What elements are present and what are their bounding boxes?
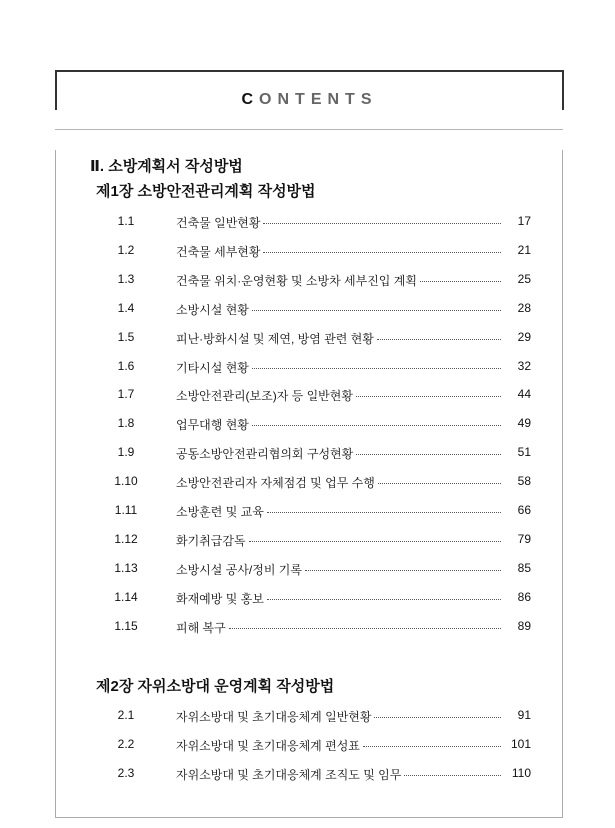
dot-leader (420, 281, 501, 282)
entry-number: 1.13 (114, 560, 138, 575)
entry-page: 28 (517, 300, 531, 315)
toc-entry[interactable] (56, 590, 562, 610)
toc-entry[interactable] (56, 445, 562, 465)
entry-page: 21 (517, 242, 531, 257)
entry-page: 86 (517, 589, 531, 604)
dot-leader (252, 368, 501, 369)
entry-number: 1.6 (117, 358, 135, 373)
entry-title-wrap (176, 243, 501, 260)
toc-entry[interactable] (56, 330, 562, 350)
entry-title: 화기취급감독 (176, 533, 246, 548)
entry-title-wrap (176, 272, 501, 289)
dot-leader (267, 599, 501, 600)
dot-leader (252, 310, 501, 311)
entry-title-wrap (176, 301, 501, 318)
toc-entry[interactable] (56, 561, 562, 581)
dot-leader (263, 252, 501, 253)
entry-title: 소방안전관리자 자체점검 및 업무 수행 (176, 476, 375, 491)
entry-page: 101 (510, 736, 531, 751)
entry-number: 1.4 (117, 300, 135, 315)
entry-number: 1.8 (117, 416, 135, 431)
entry-title-wrap (176, 619, 501, 636)
chapter-title: 제1장 소방안전관리계획 작성방법 (96, 183, 316, 200)
entry-page: 89 (517, 618, 531, 633)
entry-page: 66 (517, 503, 531, 517)
dot-leader (356, 396, 501, 397)
entry-page: 25 (517, 271, 531, 286)
entry-number: 1.9 (117, 445, 135, 460)
entry-title-wrap (176, 737, 501, 754)
toc-box (55, 150, 563, 818)
entry-title: 기타시설 현황 (176, 360, 249, 375)
toc-entry[interactable] (56, 387, 562, 407)
entry-title: 공동소방안전관리협의회 구성현황 (176, 447, 354, 462)
entry-title-wrap (176, 503, 501, 520)
entry-title: 소방안전관리(보조)자 등 일반현황 (176, 389, 353, 404)
entry-title-wrap (176, 330, 501, 347)
contents-title: CONTENTS (241, 91, 378, 108)
entry-title: 업무대행 현황 (176, 418, 249, 433)
entry-number: 1.3 (117, 271, 135, 286)
entry-number: 1.15 (114, 618, 138, 633)
dot-leader (378, 483, 501, 484)
divider (55, 129, 563, 130)
entry-number: 1.1 (117, 214, 135, 228)
dot-leader (229, 628, 501, 629)
toc-entry[interactable] (56, 737, 562, 757)
entry-page: 79 (517, 531, 531, 546)
entry-number: 1.14 (114, 589, 138, 604)
entry-title-wrap (176, 708, 501, 725)
entry-number: 1.5 (117, 329, 135, 344)
entry-title-wrap (176, 416, 501, 433)
entry-title: 소방시설 현황 (176, 302, 249, 317)
toc-entry[interactable] (56, 766, 562, 786)
dot-leader (263, 223, 501, 224)
entry-page: 49 (517, 416, 531, 431)
part-title: Ⅱ. 소방계획서 작성방법 (90, 158, 243, 175)
entry-page: 110 (511, 765, 531, 780)
toc-entry[interactable] (56, 619, 562, 639)
toc-entry[interactable] (56, 708, 562, 728)
toc-entry[interactable] (56, 272, 562, 292)
entry-title-wrap (176, 561, 501, 578)
toc-entry[interactable] (56, 214, 562, 234)
dot-leader (377, 339, 501, 340)
entry-number: 2.2 (117, 736, 135, 751)
entry-page: 91 (517, 708, 531, 722)
entry-title: 자위소방대 및 초기대응체계 일반현황 (176, 710, 372, 724)
entry-title-wrap (176, 766, 501, 783)
entry-title: 화재예방 및 홍보 (176, 591, 264, 606)
toc-entry[interactable] (56, 532, 562, 552)
dot-leader (252, 425, 501, 426)
entry-title: 건축물 세부현황 (176, 244, 261, 259)
entry-title-wrap (176, 359, 501, 376)
entry-page: 58 (517, 474, 531, 489)
entry-number: 1.10 (114, 474, 138, 489)
entry-title-wrap (176, 445, 501, 462)
entry-number: 1.2 (117, 242, 135, 257)
dot-leader (267, 512, 501, 513)
entry-title: 소방훈련 및 교육 (176, 505, 264, 519)
toc-entry[interactable] (56, 243, 562, 263)
toc-entry[interactable] (56, 301, 562, 321)
entry-title-wrap (176, 474, 501, 491)
entry-number: 1.12 (114, 531, 138, 546)
dot-leader (404, 775, 501, 776)
entry-title-wrap (176, 532, 501, 549)
entry-title: 자위소방대 및 초기대응체계 편성표 (176, 738, 360, 753)
entry-number: 1.7 (117, 387, 135, 402)
entry-title-wrap (176, 387, 501, 404)
dot-leader (305, 570, 501, 571)
entry-title: 피해 복구 (176, 620, 226, 635)
contents-header-box (55, 70, 564, 110)
dot-leader (363, 746, 501, 747)
entry-title: 건축물 일반현황 (176, 216, 261, 230)
entry-title: 건축물 위치·운영현황 및 소방차 세부진입 계획 (176, 273, 417, 288)
entry-number: 2.1 (117, 708, 135, 722)
toc-entry[interactable] (56, 359, 562, 379)
entry-page: 51 (517, 445, 531, 460)
dot-leader (356, 454, 501, 455)
entry-number: 2.3 (117, 765, 135, 780)
toc-entry[interactable] (56, 416, 562, 436)
entry-page: 17 (517, 214, 531, 228)
dot-leader (249, 541, 501, 542)
dot-leader (374, 717, 501, 718)
chapter-title: 제2장 자위소방대 운영계획 작성방법 (96, 678, 335, 695)
toc-entry[interactable] (56, 503, 562, 523)
entry-title: 자위소방대 및 초기대응체계 조직도 및 임무 (176, 767, 402, 782)
entry-page: 29 (517, 329, 531, 344)
entry-page: 44 (517, 387, 531, 402)
entry-page: 85 (517, 560, 531, 575)
entry-title-wrap (176, 214, 501, 231)
entry-number: 1.11 (114, 503, 138, 517)
entry-title: 소방시설 공사/정비 기록 (176, 562, 302, 577)
entry-title-wrap (176, 590, 501, 607)
entry-page: 32 (517, 358, 531, 373)
entry-title: 피난·방화시설 및 제연, 방염 관련 현황 (176, 331, 374, 346)
toc-entry[interactable] (56, 474, 562, 494)
